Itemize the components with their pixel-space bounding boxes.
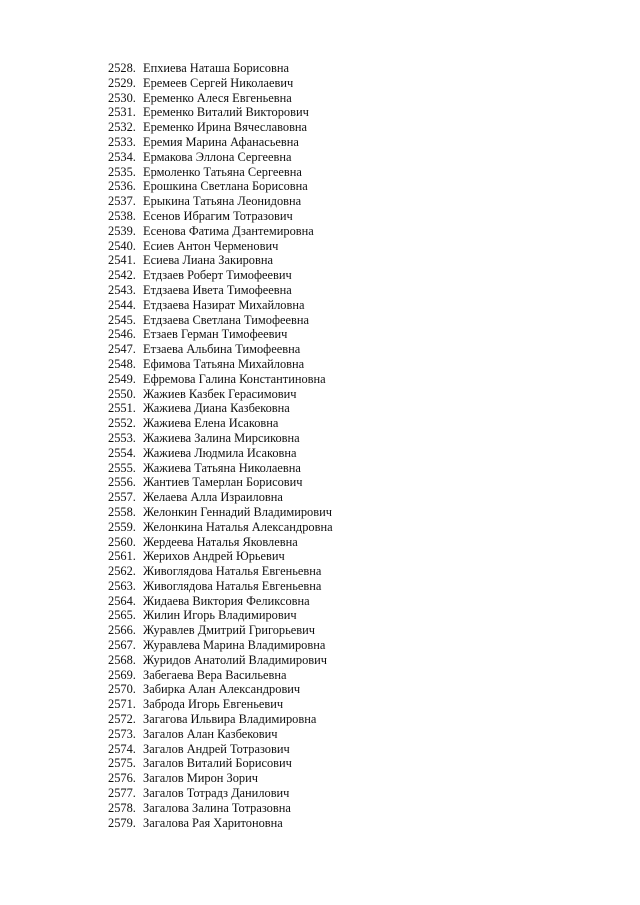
entry-number: 2555. xyxy=(108,460,136,475)
entry-number: 2570. xyxy=(108,682,136,697)
list-item xyxy=(108,490,333,505)
entry-name: Ефремова Галина Константиновна xyxy=(143,371,326,386)
list-item xyxy=(108,653,333,668)
entry-number: 2569. xyxy=(108,667,136,682)
entry-number: 2561. xyxy=(108,549,136,564)
list-item xyxy=(108,535,333,550)
list-item xyxy=(108,91,333,106)
entry-name: Ермакова Эллона Сергеевна xyxy=(143,149,292,164)
entry-name: Еременко Алеся Евгеньевна xyxy=(143,90,292,105)
entry-number: 2556. xyxy=(108,475,136,490)
entry-number: 2531. xyxy=(108,105,136,120)
entry-number: 2544. xyxy=(108,297,136,312)
list-item xyxy=(108,742,333,757)
list-item xyxy=(108,239,333,254)
entry-number: 2546. xyxy=(108,327,136,342)
list-item xyxy=(108,372,333,387)
entry-number: 2572. xyxy=(108,712,136,727)
entry-number: 2563. xyxy=(108,578,136,593)
entry-name: Есиева Лиана Закировна xyxy=(143,253,273,268)
entry-number: 2574. xyxy=(108,741,136,756)
entry-name: Загалов Алан Казбекович xyxy=(143,726,278,741)
entry-number: 2541. xyxy=(108,253,136,268)
entry-number: 2568. xyxy=(108,652,136,667)
entry-number: 2573. xyxy=(108,726,136,741)
list-item xyxy=(108,298,333,313)
list-item xyxy=(108,816,333,831)
entry-name: Жажиева Залина Мирсиковна xyxy=(143,430,300,445)
list-item xyxy=(108,564,333,579)
list-item xyxy=(108,194,333,209)
list-item xyxy=(108,668,333,683)
entry-name: Ефимова Татьяна Михайловна xyxy=(143,356,305,371)
list-item xyxy=(108,638,333,653)
entry-number: 2554. xyxy=(108,445,136,460)
entry-name: Загагова Ильвира Владимировна xyxy=(143,712,317,727)
entry-name: Жажиева Татьяна Николаевна xyxy=(143,460,301,475)
list-item xyxy=(108,682,333,697)
list-item xyxy=(108,387,333,402)
list-item xyxy=(108,165,333,180)
entry-name: Журидов Анатолий Владимирович xyxy=(143,652,328,667)
entry-name: Журавлев Дмитрий Григорьевич xyxy=(143,623,315,638)
entry-name: Ермоленко Татьяна Сергеевна xyxy=(143,164,302,179)
entry-name: Етзаева Альбина Тимофеевна xyxy=(143,342,301,357)
entry-number: 2542. xyxy=(108,268,136,283)
list-item xyxy=(108,756,333,771)
list-item xyxy=(108,801,333,816)
entry-number: 2537. xyxy=(108,194,136,209)
entry-name: Загалова Залина Тотразовна xyxy=(143,800,291,815)
entry-number: 2571. xyxy=(108,697,136,712)
list-item xyxy=(108,135,333,150)
entry-number: 2545. xyxy=(108,312,136,327)
entry-number: 2535. xyxy=(108,164,136,179)
entry-name: Живоглядова Наталья Евгеньевна xyxy=(143,564,322,579)
list-item xyxy=(108,209,333,224)
list-item xyxy=(108,342,333,357)
list-item xyxy=(108,313,333,328)
list-item xyxy=(108,150,333,165)
list-item xyxy=(108,608,333,623)
list-item xyxy=(108,357,333,372)
entry-number: 2552. xyxy=(108,416,136,431)
list-item xyxy=(108,416,333,431)
entry-name: Етдзаева Назират Михайловна xyxy=(143,297,305,312)
entry-name: Етдзаева Ивета Тимофеевна xyxy=(143,282,292,297)
entry-name: Еремия Марина Афанасьевна xyxy=(143,134,299,149)
list-item xyxy=(108,76,333,91)
entry-name: Желаева Алла Израиловна xyxy=(143,490,283,505)
list-item xyxy=(108,105,333,120)
entry-number: 2530. xyxy=(108,90,136,105)
entry-number: 2540. xyxy=(108,238,136,253)
entry-number: 2565. xyxy=(108,608,136,623)
list-item xyxy=(108,712,333,727)
entry-name: Жидаева Виктория Феликсовна xyxy=(143,593,310,608)
entry-name: Жажиева Людмила Исаковна xyxy=(143,445,297,460)
entry-name: Жерихов Андрей Юрьевич xyxy=(143,549,285,564)
entry-number: 2548. xyxy=(108,356,136,371)
entry-name: Епхиева Наташа Борисовна xyxy=(143,61,289,75)
entry-name: Еремеев Сергей Николаевич xyxy=(143,75,294,90)
entry-number: 2562. xyxy=(108,564,136,579)
entry-name: Забегаева Вера Васильевна xyxy=(143,667,287,682)
entry-number: 2533. xyxy=(108,134,136,149)
entry-number: 2550. xyxy=(108,386,136,401)
entry-name: Жажиева Диана Казбековна xyxy=(143,401,290,416)
entry-name: Желонкин Геннадий Владимирович xyxy=(143,504,332,519)
entry-number: 2579. xyxy=(108,815,136,830)
entry-number: 2528. xyxy=(108,61,136,75)
entry-name: Забирка Алан Александрович xyxy=(143,682,301,697)
list-item xyxy=(108,520,333,535)
list-item xyxy=(108,549,333,564)
entry-number: 2534. xyxy=(108,149,136,164)
numbered-name-list xyxy=(108,61,333,830)
entry-name: Жажиев Казбек Герасимович xyxy=(143,386,297,401)
entry-number: 2567. xyxy=(108,638,136,653)
entry-number: 2578. xyxy=(108,800,136,815)
entry-number: 2576. xyxy=(108,771,136,786)
entry-number: 2551. xyxy=(108,401,136,416)
list-item xyxy=(108,505,333,520)
entry-number: 2547. xyxy=(108,342,136,357)
list-item xyxy=(108,623,333,638)
entry-number: 2557. xyxy=(108,490,136,505)
entry-number: 2539. xyxy=(108,223,136,238)
list-item xyxy=(108,253,333,268)
entry-number: 2538. xyxy=(108,208,136,223)
entry-name: Заброда Игорь Евгеньевич xyxy=(143,697,284,712)
entry-name: Етдзаева Светлана Тимофеевна xyxy=(143,312,309,327)
entry-name: Есиев Антон Черменович xyxy=(143,238,279,253)
list-item xyxy=(108,786,333,801)
list-item xyxy=(108,327,333,342)
entry-name: Загалов Андрей Тотразович xyxy=(143,741,290,756)
entry-number: 2532. xyxy=(108,120,136,135)
list-item xyxy=(108,771,333,786)
entry-name: Еременко Виталий Викторович xyxy=(143,105,309,120)
list-item xyxy=(108,224,333,239)
entry-name: Желонкина Наталья Александровна xyxy=(143,519,333,534)
entry-number: 2536. xyxy=(108,179,136,194)
entry-name: Ерыкина Татьяна Леонидовна xyxy=(143,194,302,209)
entry-number: 2558. xyxy=(108,504,136,519)
entry-name: Живоглядова Наталья Евгеньевна xyxy=(143,578,322,593)
list-item xyxy=(108,446,333,461)
entry-number: 2575. xyxy=(108,756,136,771)
list-item xyxy=(108,475,333,490)
entry-number: 2559. xyxy=(108,519,136,534)
entry-name: Загалов Тотрадз Данилович xyxy=(143,786,290,801)
list-item xyxy=(108,431,333,446)
list-item xyxy=(108,120,333,135)
entry-name: Етзаев Герман Тимофеевич xyxy=(143,327,288,342)
entry-number: 2564. xyxy=(108,593,136,608)
list-item xyxy=(108,697,333,712)
entry-name: Жажиева Елена Исаковна xyxy=(143,416,279,431)
entry-name: Есенов Ибрагим Тотразович xyxy=(143,208,293,223)
entry-name: Еременко Ирина Вячеславовна xyxy=(143,120,308,135)
entry-number: 2560. xyxy=(108,534,136,549)
entry-number: 2543. xyxy=(108,282,136,297)
entry-name: Жилин Игорь Владимирович xyxy=(143,608,297,623)
entry-name: Загалов Виталий Борисович xyxy=(143,756,292,771)
list-item xyxy=(108,283,333,298)
entry-number: 2529. xyxy=(108,75,136,90)
entry-name: Есенова Фатима Дзантемировна xyxy=(143,223,314,238)
entry-name: Етдзаев Роберт Тимофеевич xyxy=(143,268,292,283)
list-item xyxy=(108,727,333,742)
list-item xyxy=(108,268,333,283)
entry-number: 2566. xyxy=(108,623,136,638)
list-item xyxy=(108,61,333,76)
list-item xyxy=(108,461,333,476)
entry-name: Загалова Рая Харитоновна xyxy=(143,815,283,830)
entry-name: Загалов Мирон Зорич xyxy=(143,771,258,786)
entry-name: Журавлева Марина Владимировна xyxy=(143,638,326,653)
list-item xyxy=(108,594,333,609)
entry-number: 2553. xyxy=(108,430,136,445)
entry-name: Жантиев Тамерлан Борисович xyxy=(143,475,303,490)
entry-name: Жердеева Наталья Яковлевна xyxy=(143,534,298,549)
entry-name: Ерошкина Светлана Борисовна xyxy=(143,179,308,194)
entry-number: 2549. xyxy=(108,371,136,386)
list-item xyxy=(108,579,333,594)
list-item xyxy=(108,179,333,194)
entry-number: 2577. xyxy=(108,786,136,801)
list-item xyxy=(108,401,333,416)
